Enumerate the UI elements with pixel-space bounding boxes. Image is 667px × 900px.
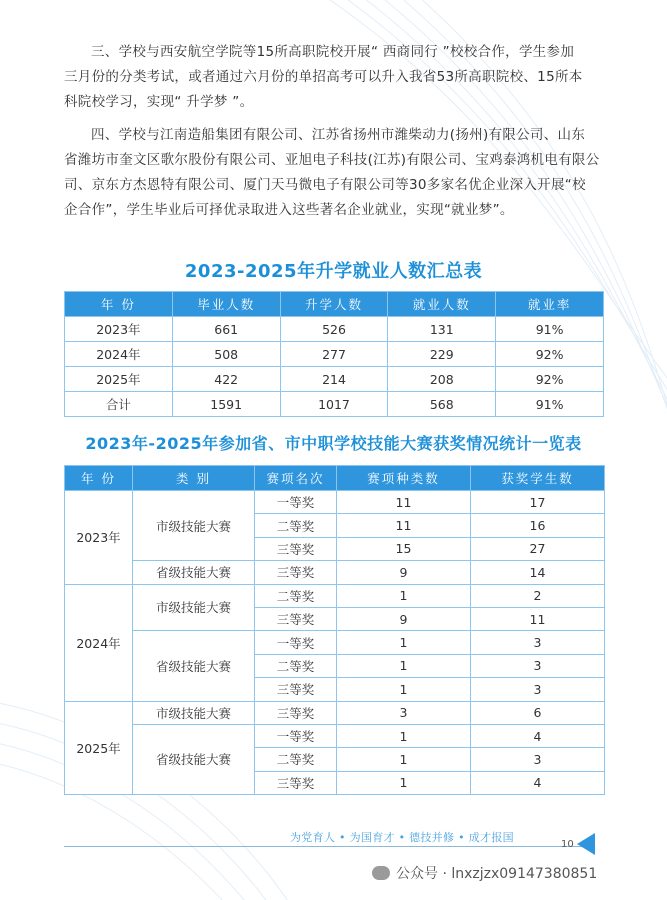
cell: 91% <box>496 392 604 417</box>
cell: 1 <box>337 678 471 701</box>
cell: 1 <box>337 771 471 794</box>
cell: 14 <box>471 561 605 584</box>
cell: 661 <box>172 317 280 342</box>
cell: 568 <box>388 392 496 417</box>
col-header-further-study: 升学人数 <box>280 292 388 317</box>
cell: 208 <box>388 367 496 392</box>
cell: 1 <box>337 631 471 654</box>
col-header-award-rank: 赛项名次 <box>255 466 337 491</box>
cell: 4 <box>471 724 605 747</box>
table-row <box>65 584 605 607</box>
cell: 229 <box>388 342 496 367</box>
paragraph-line: 科院校学习，实现“ 升学梦 ”。 <box>64 94 254 110</box>
table-row <box>65 491 605 514</box>
cell: 三等奖 <box>255 678 337 701</box>
paragraph-cooperation-schools <box>64 40 624 115</box>
year-cell: 2024年 <box>65 584 133 701</box>
cell: 合计 <box>65 392 173 417</box>
category-cell: 省级技能大赛 <box>133 631 255 701</box>
cell: 3 <box>471 748 605 771</box>
category-cell: 省级技能大赛 <box>133 561 255 584</box>
table-row <box>65 367 604 392</box>
col-header-winners-count: 获奖学生数 <box>471 466 605 491</box>
table-row <box>65 724 605 747</box>
paragraph-line: 三月份的分类考试，或者通过六月份的单招高考可以升入我省53所高职院校、15所本 <box>64 69 583 85</box>
paragraph-line: 省潍坊市奎文区歌尔股份有限公司、亚旭电子科技(江苏)有限公司、宝鸡泰鸿机电有限公 <box>64 152 600 168</box>
col-header-category: 类 别 <box>133 466 255 491</box>
cell: 17 <box>471 491 605 514</box>
cell: 三等奖 <box>255 771 337 794</box>
cell: 2 <box>471 584 605 607</box>
wechat-watermark <box>372 863 597 883</box>
cell: 二等奖 <box>255 654 337 677</box>
cell: 1017 <box>280 392 388 417</box>
cell: 一等奖 <box>255 724 337 747</box>
year-cell: 2023年 <box>65 491 133 585</box>
cell: 2025年 <box>65 367 173 392</box>
watermark-text: 公众号 · lnxzjzx09147380851 <box>396 866 598 882</box>
cell: 91% <box>496 317 604 342</box>
cell: 422 <box>172 367 280 392</box>
cell: 3 <box>471 631 605 654</box>
cell: 3 <box>471 678 605 701</box>
paragraph-line: 三、学校与西安航空学院等15所高职院校开展“ 西商同行 ”校校合作，学生参加 <box>91 44 575 60</box>
cell: 9 <box>337 607 471 630</box>
table-row-total <box>65 392 604 417</box>
cell: 508 <box>172 342 280 367</box>
graduation-summary-table <box>64 291 604 417</box>
cell: 二等奖 <box>255 748 337 771</box>
page-arrow-icon <box>577 833 595 855</box>
col-header-event-count: 赛项种类数 <box>337 466 471 491</box>
footer-slogan: 为党育人 • 为国育才 • 德技并修 • 成才报国 <box>290 831 514 844</box>
cell: 1 <box>337 724 471 747</box>
cell: 三等奖 <box>255 607 337 630</box>
cell: 16 <box>471 514 605 537</box>
table-row <box>65 317 604 342</box>
paragraph-line: 司、京东方杰恩特有限公司、厦门天马微电子有限公司等30多家名优企业深入开展“校 <box>64 177 586 193</box>
paragraph-line: 四、学校与江南造船集团有限公司、江苏省扬州市潍柴动力(扬州)有限公司、山东 <box>91 127 586 143</box>
skills-competition-table <box>64 465 605 795</box>
cell: 1 <box>337 584 471 607</box>
cell: 1591 <box>172 392 280 417</box>
cell: 二等奖 <box>255 514 337 537</box>
cell: 11 <box>471 607 605 630</box>
paragraph-cooperation-enterprises <box>64 123 624 223</box>
cell: 92% <box>496 342 604 367</box>
table2-title: 2023年-2025年参加省、市中职学校技能大赛获奖情况统计一览表 <box>85 434 582 453</box>
table1-title: 2023-2025年升学就业人数汇总表 <box>184 261 483 282</box>
cell: 三等奖 <box>255 701 337 724</box>
footer-divider <box>64 846 584 847</box>
table-row <box>65 701 605 724</box>
category-cell: 市级技能大赛 <box>133 584 255 631</box>
col-header-employment-rate: 就业率 <box>496 292 604 317</box>
page-number: 10 <box>561 839 574 850</box>
cell: 2024年 <box>65 342 173 367</box>
cell: 1 <box>337 654 471 677</box>
cell: 11 <box>337 491 471 514</box>
paragraph-line: 企合作”，学生毕业后可择优录取进入这些著名企业就业，实现“就业梦”。 <box>64 202 514 218</box>
year-cell: 2025年 <box>65 701 133 795</box>
table-row <box>65 631 605 654</box>
category-cell: 市级技能大赛 <box>133 491 255 561</box>
cell: 92% <box>496 367 604 392</box>
cell: 214 <box>280 367 388 392</box>
cell: 一等奖 <box>255 491 337 514</box>
cell: 9 <box>337 561 471 584</box>
table-header-row <box>65 466 605 491</box>
cell: 277 <box>280 342 388 367</box>
cell: 27 <box>471 537 605 560</box>
cell: 15 <box>337 537 471 560</box>
col-header-graduates: 毕业人数 <box>172 292 280 317</box>
cell: 6 <box>471 701 605 724</box>
col-header-employment: 就业人数 <box>388 292 496 317</box>
table-row <box>65 561 605 584</box>
table-row <box>65 342 604 367</box>
cell: 3 <box>471 654 605 677</box>
cell: 三等奖 <box>255 561 337 584</box>
category-cell: 省级技能大赛 <box>133 724 255 794</box>
category-cell: 市级技能大赛 <box>133 701 255 724</box>
cell: 131 <box>388 317 496 342</box>
cell: 526 <box>280 317 388 342</box>
table-header-row <box>65 292 604 317</box>
wechat-icon <box>372 866 390 880</box>
cell: 三等奖 <box>255 537 337 560</box>
cell: 2023年 <box>65 317 173 342</box>
cell: 3 <box>337 701 471 724</box>
cell: 11 <box>337 514 471 537</box>
cell: 1 <box>337 748 471 771</box>
col-header-year: 年 份 <box>65 466 133 491</box>
cell: 二等奖 <box>255 584 337 607</box>
cell: 一等奖 <box>255 631 337 654</box>
cell: 4 <box>471 771 605 794</box>
col-header-year: 年 份 <box>65 292 173 317</box>
